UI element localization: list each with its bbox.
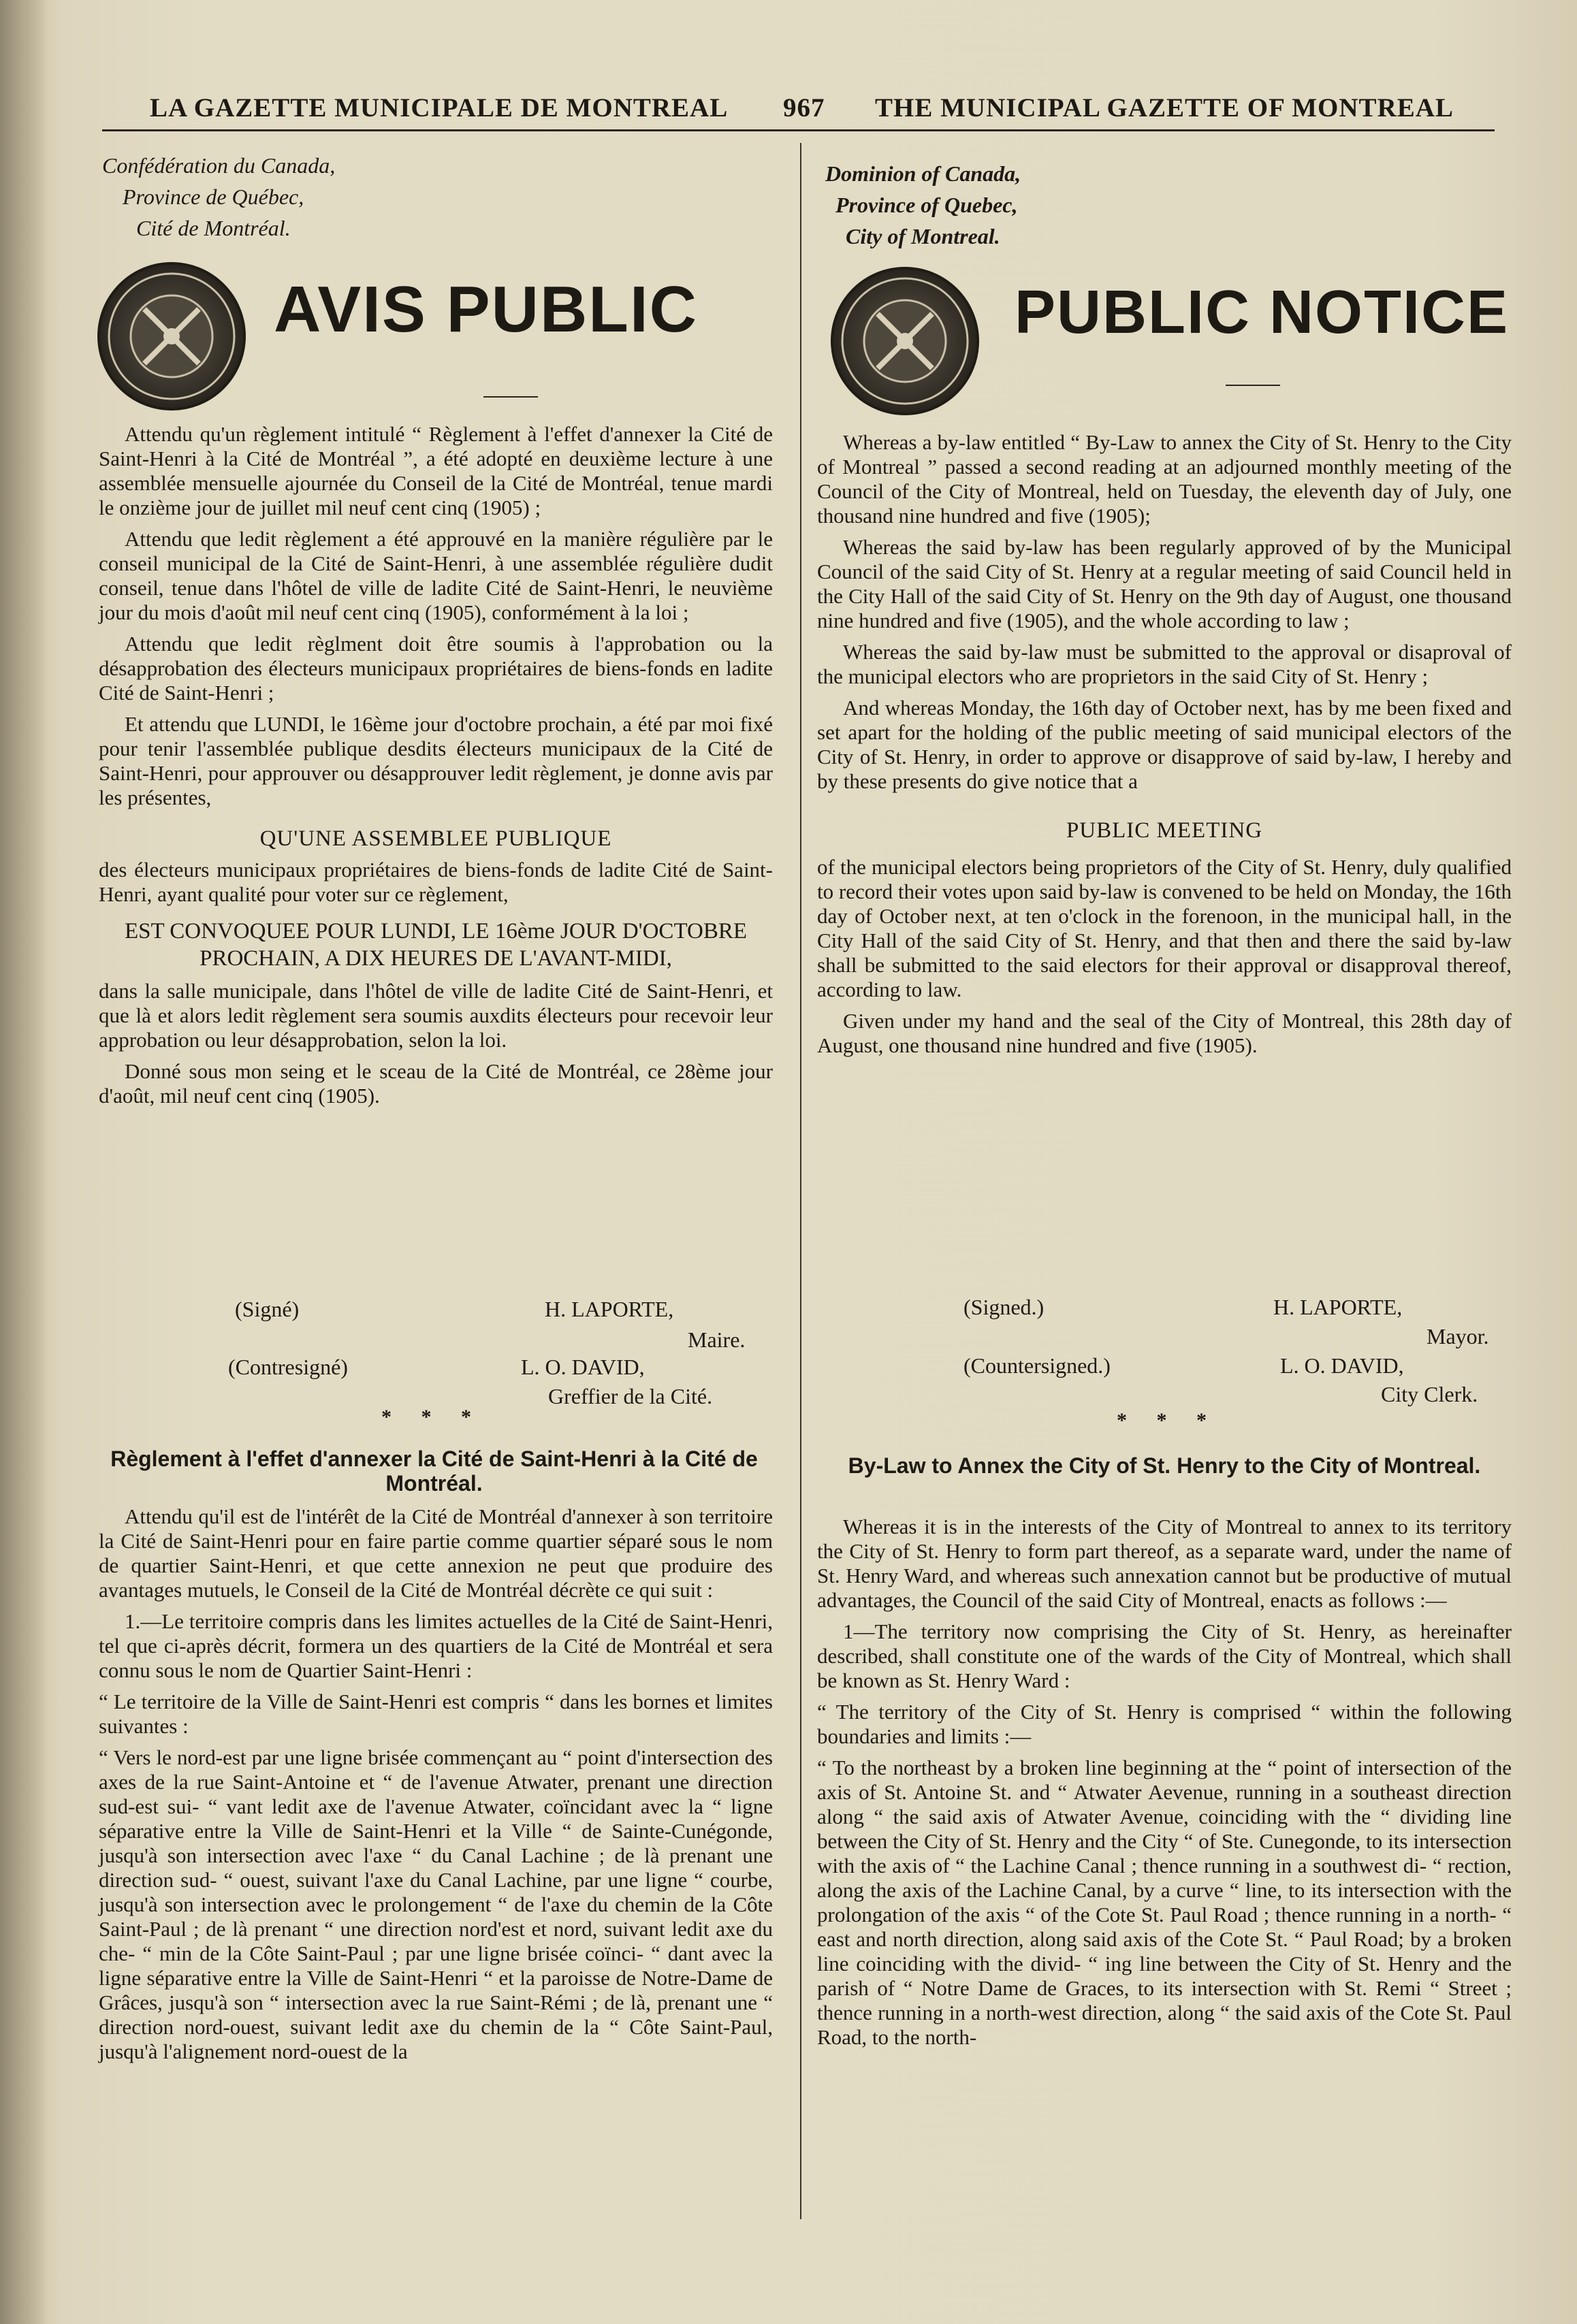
mayor-title: Mayor. [1427,1324,1489,1349]
city-seal-icon [831,267,979,415]
given-text: Donné sous mon seing et le sceau de la Cité de Montréal, ce 28ème jour d'août, mil neuf cent cinq (1905). [99,1059,773,1108]
bylaw-paragraph: Attendu qu'il est de l'intérêt de la Cité de Montréal d'annexer à son territoire la Cité de Saint-Henri pour en faire partie comme quartier séparé sous le nom de quartier Saint-Henri, et que cette annexion ne peut que produire des avantages mutuels, le Conseil de la Cité de Montréal décrète ce qui suit : [99,1504,773,1602]
clerk-name: L. O. DAVID, [1280,1353,1404,1378]
bylaw-quote: “ To the northeast by a broken line beginning at the “ point of intersection of the axis of St. Antoine St. and “ Atwater Aevenue, running in a southeast direction along “ the said axis of Atwater Avenue, coinciding with the “ dividing line between the City of St. Henry and the City “ of Ste. Cunegonde, to its intersection with the axis of “ the Lachine Canal ; thence running in a southwest di- “ rection, along the axis of the Lachine Canal, by a curve “ line, to its intersection with the prolongation of the axis “ of the Cote St. Paul Road ; thence running in a north- “ east and north direction, along said axis of the Cote St. “ Paul Road; by a broken line coinciding with the divid- “ ing line between the City of St. Henry and the parish of “ Notre Dame de Graces, to its intersection with St. Remi “ Street ; thence running in a north-west direction, along “ the said axis of the Cote St. Paul Road, to the north- [817,1756,1512,2049]
meeting-heading: QU'UNE ASSEMBLEE PUBLIQUE [259,826,612,851]
bylaw-paragraph: Whereas it is in the interests of the City of Montreal to annex to its territory the City of St. Henry to form part thereof, as a separate ward, under the name of St. Henry Ward, and whereas such annexation cannot but be productive of mutual advantages, the Council of the said City of Montreal, enacts as follows :— [817,1515,1512,1612]
english-jurisdiction [825,158,1021,252]
meeting-text: of the municipal electors being proprietors of the City of St. Henry, duly qualified to record their votes upon said by-law is convened to be held on Monday, the 16th day of October next, at ten o'clock in the forenoon, in the municipal hall, in the City Hall of the said City of St. Henry, and that then and there the said by-law shall be submitted to the said electors for their approval or disapproval thereof, according to law. [817,855,1512,1001]
running-head-english: THE MUNICIPAL GAZETTE OF MONTREAL [875,93,1454,123]
notice-paragraph: Whereas the said by-law has been regularly approved of by the Municipal Council of the said City of St. Henry at a regular meeting of said Council held in the City Hall of the said City of St. Henry on the 9th day of August, one thousand nine hundred and five (1905), and the whole according to law ; [817,535,1512,632]
meeting-text: des électeurs municipaux propriétaires de biens-fonds de ladite Cité de Saint-Henri, ayant qualité pour voter sur ce règlement, [99,858,773,906]
jurisdiction-line: Dominion of Canada, [825,161,1021,186]
book-spine-shadow [0,0,48,2324]
mayor-name: H. LAPORTE, [1273,1295,1403,1319]
section-separator: * * * [381,1406,483,1428]
clerk-title: Greffier de la Cité. [548,1384,713,1408]
running-head [102,87,1498,128]
page-number: 967 [783,93,825,123]
mayor-name: H. LAPORTE, [545,1297,674,1321]
bylaw-quote: “ Le territoire de la Ville de Saint-Henri est compris “ dans les bornes et limites suivantes : [99,1690,773,1738]
notice-paragraph: Attendu que ledit règlment doit être soumis à l'approbation ou la désapprobation des électeurs municipaux propriétaires de biens-fonds en ladite Cité de Saint-Henri ; [99,632,773,705]
countersigned-label: (Contresigné) [228,1355,348,1379]
french-jurisdiction [102,150,335,244]
jurisdiction-line: Confédération du Canada, [102,153,336,178]
clerk-title: City Clerk. [1381,1382,1478,1406]
french-bylaw-title: Règlement à l'effet d'annexer la Cité de Saint-Henri à la Cité de Montréal. [110,1447,758,1496]
section-separator: * * * [1117,1409,1219,1432]
english-bylaw-title: By-Law to Annex the City of St. Henry to the City of Montreal. [848,1453,1481,1478]
french-title: AVIS PUBLIC [274,273,698,346]
notice-paragraph: Whereas a by-law entitled “ By-Law to annex the City of St. Henry to the City of Montreal ” passed a second reading at an adjourned monthly meeting of the Council of the City of Montreal, held on Tuesday, the eleventh day of July, one thousand nine hundred and five (1905); [817,430,1512,528]
column-divider [800,143,801,2219]
english-bylaw-body [817,1515,1512,2056]
english-notice-body [817,430,1512,1065]
notice-paragraph: Et attendu que LUNDI, le 16ème jour d'octobre prochain, a été par moi fixé pour tenir l'assemblée publique desdits électeurs municipaux de la Cité de Saint-Henri, pour approuver ou désapprouver ledit règlement, je donne avis par les présentes, [99,712,773,809]
meeting-heading: PUBLIC MEETING [1066,818,1263,843]
notice-paragraph: Attendu qu'un règlement intitulé “ Règlement à l'effet d'annexer la Cité de Saint-Henri à la Cité de Montréal ”, a été adopté en deuxième lecture à une assemblée mensuelle ajournée du Conseil de la Cité de Montréal, tenue mardi le onzième jour de juillet mil neuf cent cinq (1905) ; [99,422,773,519]
jurisdiction-line: Province of Quebec, [835,193,1018,217]
notice-paragraph: Attendu que ledit règlement a été approuvé en la manière régulière par le conseil municipal de la Cité de Saint-Henri, à une assemblée régulière dudit conseil, tenue dans l'hôtel de ville de ladite Cité de Saint-Henri, le neuvième jour du mois d'août mil neuf cent cinq (1905), conformément à la loi ; [99,527,773,624]
clerk-name: L. O. DAVID, [521,1355,645,1379]
signed-label: (Signé) [235,1297,300,1321]
english-title: PUBLIC NOTICE [1015,278,1510,346]
bylaw-quote: “ Vers le nord-est par une ligne brisée commençant au “ point d'intersection des axes de la rue Saint-Antoine et “ de l'avenue Atwater, prenant une direction sud-est sui- “ vant ledit axe de l'avenue Atwater, coïncidant avec la “ ligne séparative entre la Ville de Saint-Henri et la Ville “ de Sainte-Cunégonde, jusqu'à son intersection avec l'axe “ du Canal Lachine ; de là prenant une direction sud- “ ouest, suivant l'axe du Canal Lachine, par une ligne “ courbe, jusqu'à son intersection avec le prolongement “ de l'axe du chemin de la Côte Saint-Paul ; de là prenant “ une direction nord'est et nord, suivant ledit axe du che- “ min de la Côte Saint-Paul ; par une ligne brisée coïnci- “ dant avec la ligne séparative entre la Ville de Saint-Henri “ et la paroisse de Notre-Dame de Grâces, jusqu'à son “ intersection avec la rue Saint-Rémi ; de là, prenant une “ direction nord-ouest, suivant ledit axe du chemin de la “ Côte Saint-Paul, jusqu'à l'alignement nord-ouest de la [99,1745,773,2063]
header-rule [102,129,1495,131]
jurisdiction-line: City of Montreal. [846,224,1000,248]
notice-paragraph: Whereas the said by-law must be submitted to the approval or disaproval of the municipal electors who are proprietors in the said City of St. Henry ; [817,640,1512,688]
bylaw-paragraph: 1.—Le territoire compris dans les limites actuelles de la Cité de Saint-Henri, tel que ci-après décrit, formera un des quartiers de la Cité de Montréal et sera connu sous le nom de Quartier Saint-Henri : [99,1609,773,1682]
countersigned-label: (Countersigned.) [963,1353,1111,1378]
title-rule [483,396,538,398]
bylaw-quote: “ The territory of the City of St. Henry is comprised “ within the following boundaries and limits :— [817,1700,1512,1748]
running-head-french: LA GAZETTE MUNICIPALE DE MONTREAL [150,93,729,123]
city-seal-icon [97,262,246,410]
mayor-title: Maire. [688,1327,746,1352]
signed-label: (Signed.) [963,1295,1045,1319]
hall-text: dans la salle municipale, dans l'hôtel de ville de ladite Cité de Saint-Henri, et que là et alors ledit règlement sera soumis auxdits électeurs pour recevoir leur approbation ou leur désapprobation, selon la loi. [99,979,773,1052]
bylaw-paragraph: 1—The territory now comprising the City of St. Henry, as hereinafter described, shall constitute one of the wards of the City of Montreal, which shall be known as St. Henry Ward : [817,1619,1512,1692]
french-bylaw-body [99,1504,773,2071]
french-notice-body [99,422,773,1115]
convened-text: EST CONVOQUEE POUR LUNDI, LE 16ème JOUR D'OCTOBRE PROCHAIN, A DIX HEURES DE L'AVANT-MIDI, [124,919,748,971]
jurisdiction-line: Province de Québec, [123,184,304,209]
given-text: Given under my hand and the seal of the City of Montreal, this 28th day of August, one thousand nine hundred and five (1905). [817,1009,1512,1057]
jurisdiction-line: Cité de Montréal. [136,216,291,240]
title-rule [1226,385,1280,386]
notice-paragraph: And whereas Monday, the 16th day of October next, has by me been fixed and set apart for the holding of the public meeting of said municipal electors of the City of St. Henry, in order to approve or disapprove of said by-law, I hereby and by these presents do give notice that a [817,696,1512,793]
